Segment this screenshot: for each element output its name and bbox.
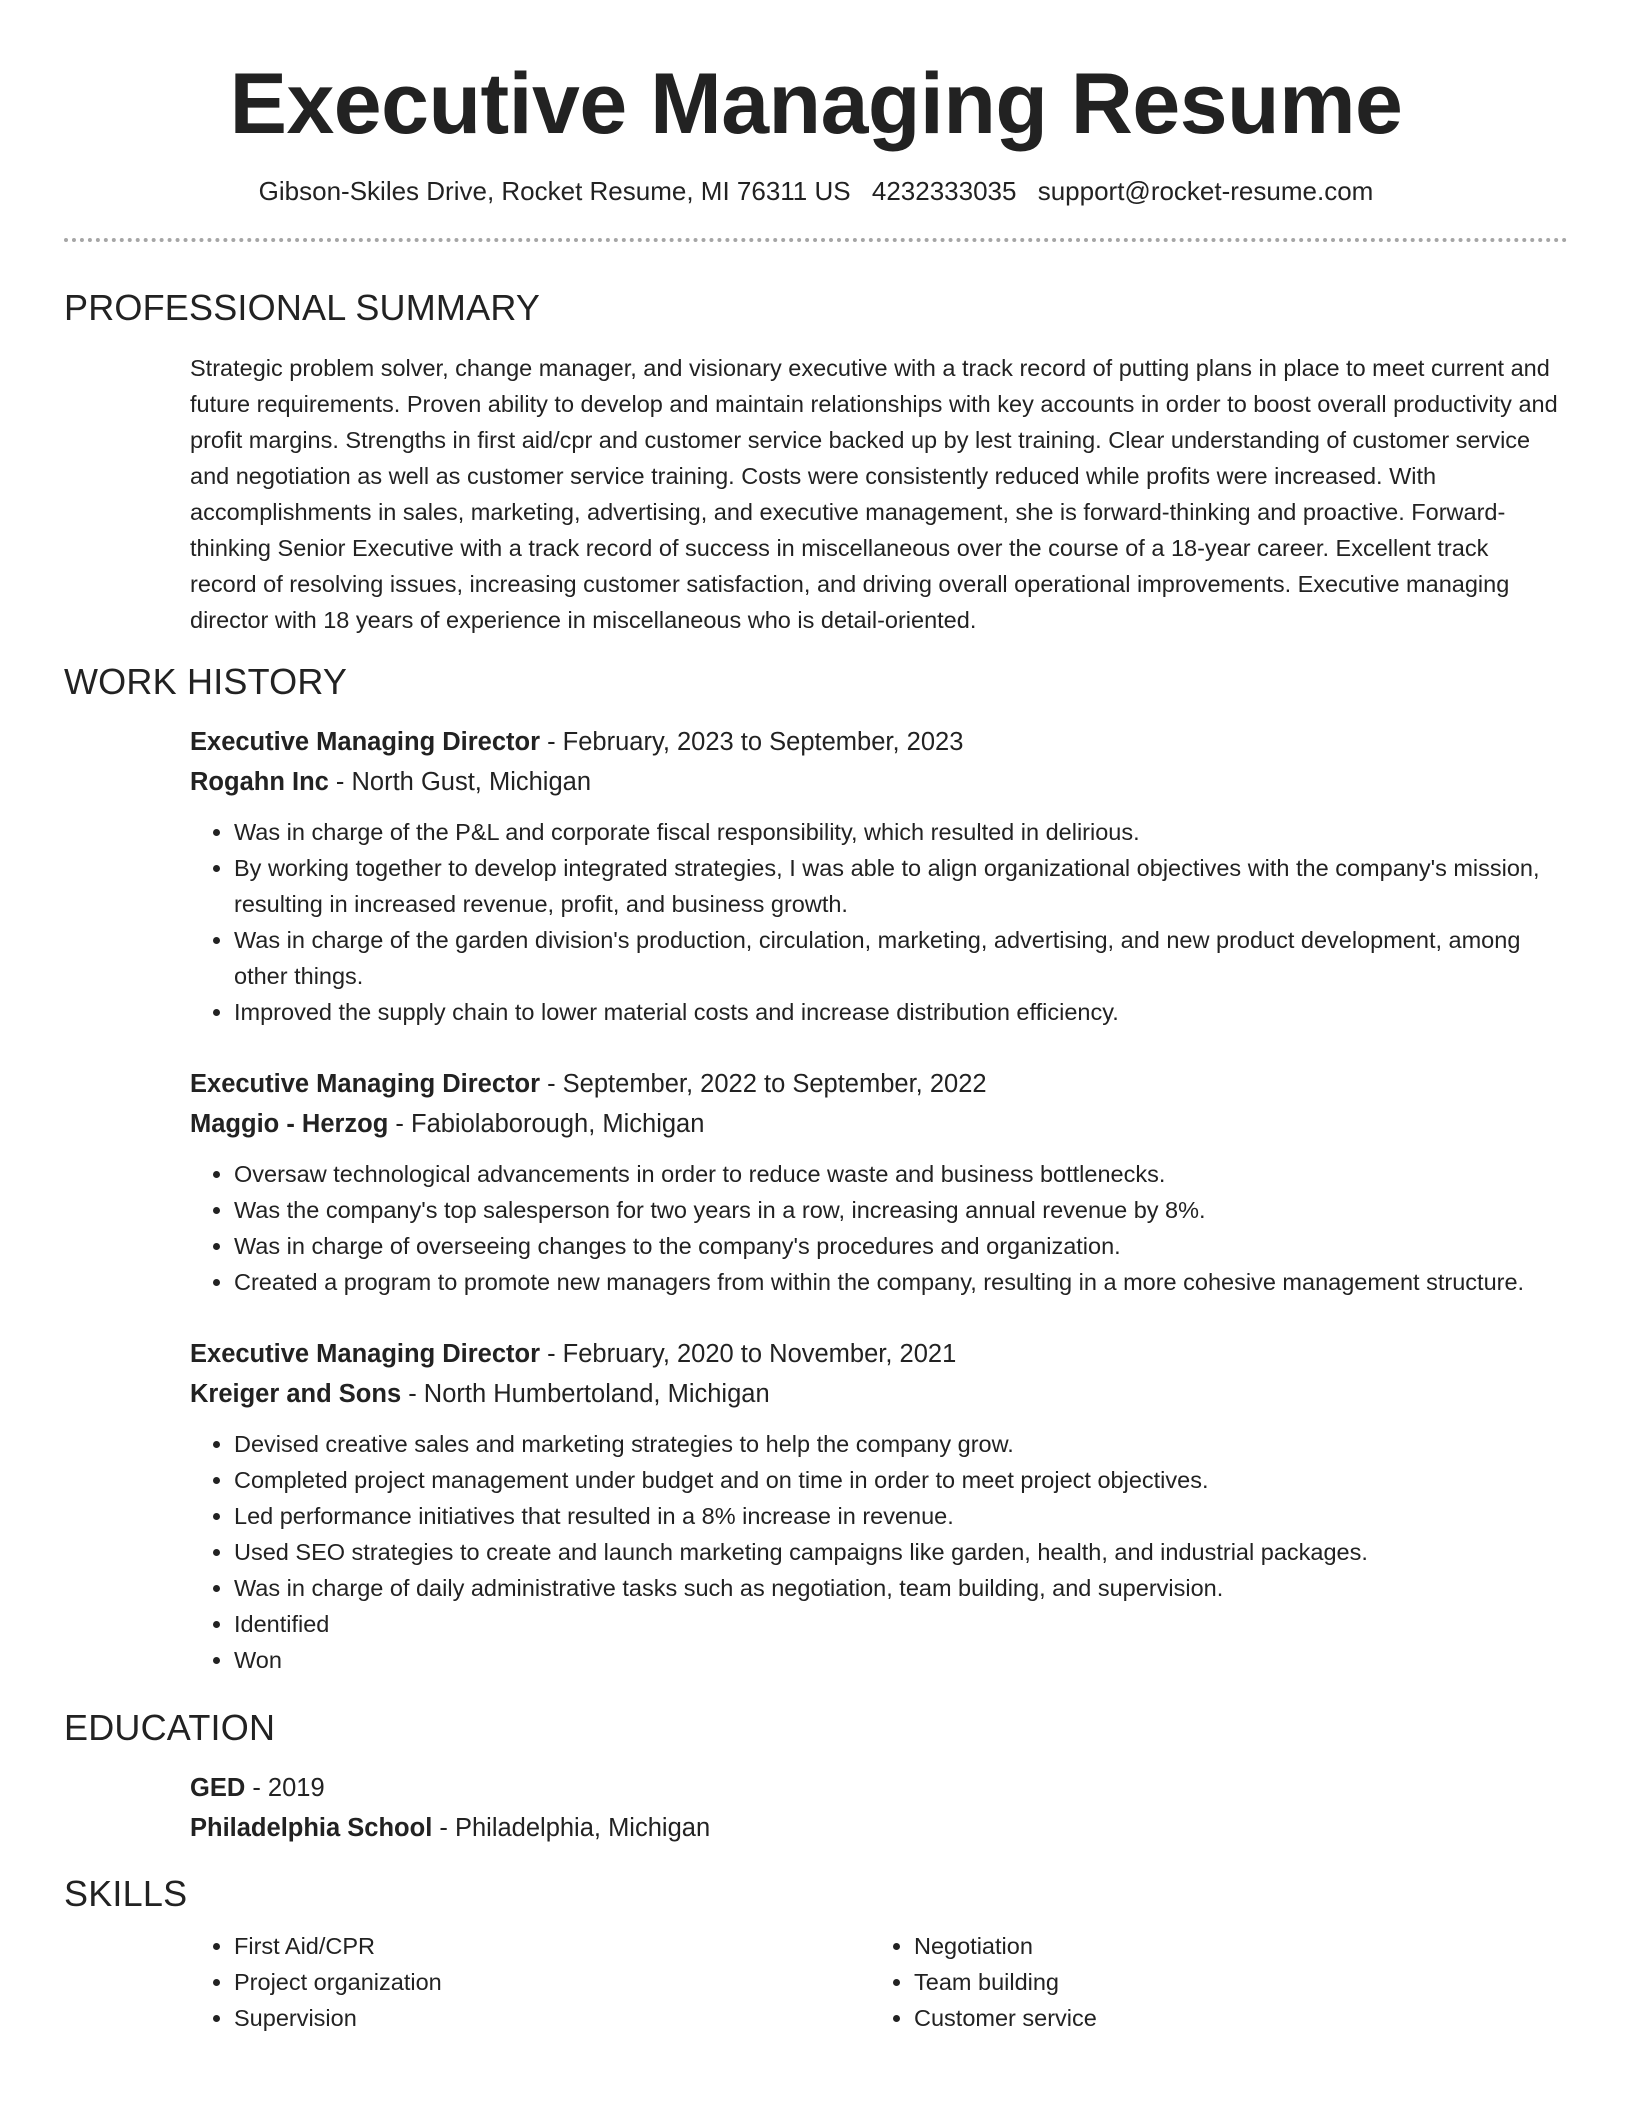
degree-year: - 2019 [245, 1774, 325, 1802]
skill-item: • Negotiation [914, 1928, 1550, 1964]
contact-line [64, 174, 1568, 208]
work-history-heading: WORK HISTORY [64, 661, 348, 702]
job-role: Executive Managing Director [190, 1070, 541, 1098]
job-dates: - February, 2020 to November, 2021 [540, 1340, 957, 1368]
job-company-line [190, 1374, 1560, 1414]
job-bullet: • Was in charge of overseeing changes to the company's procedures and organization. [234, 1228, 1560, 1264]
job-bullet: • Completed project management under budget and on time in order to meet project objectives. [234, 1462, 1560, 1498]
skills-column-left [190, 1928, 870, 2036]
job-location: - North Humbertoland, Michigan [401, 1380, 770, 1408]
job-bullet: • Was the company's top salesperson for two years in a row, increasing annual revenue by 8%. [234, 1192, 1560, 1228]
job-role: Executive Managing Director [190, 1340, 541, 1368]
education-heading: EDUCATION [64, 1707, 276, 1748]
job-bullet: • Oversaw technological advancements in order to reduce waste and business bottlenecks. [234, 1156, 1560, 1192]
job-company: Rogahn Inc [190, 768, 329, 796]
job-title-line [190, 1334, 1560, 1374]
job-bullet: • Was in charge of daily administrative tasks such as negotiation, team building, and supervision. [234, 1570, 1560, 1606]
work-history-list [190, 722, 1560, 1678]
job-company-line [190, 762, 1560, 802]
education-entry [190, 1768, 1560, 1848]
job-bullet: • Was in charge of the garden division's production, circulation, marketing, advertising, and new product development, among other things. [234, 922, 1560, 994]
school-line [190, 1808, 1560, 1848]
job-bullet: • Devised creative sales and marketing strategies to help the company grow. [234, 1426, 1560, 1462]
address-text: Gibson-Skiles Drive, Rocket Resume, MI 76311 US [258, 176, 851, 206]
job-bullet: • Identified [234, 1606, 1560, 1642]
skill-item: • Team building [914, 1964, 1550, 2000]
skills-column-right [870, 1928, 1550, 2036]
job-dates: - September, 2022 to September, 2022 [540, 1070, 987, 1098]
job-company: Maggio - Herzog [190, 1110, 389, 1138]
skill-item: • Project organization [234, 1964, 870, 2000]
job-title-line [190, 1064, 1560, 1104]
school-location: - Philadelphia, Michigan [432, 1814, 711, 1842]
phone-text: 4232333035 [871, 176, 1017, 206]
degree-name: GED [190, 1774, 246, 1802]
skills-heading: SKILLS [64, 1873, 188, 1914]
job-bullet: • Created a program to promote new managers from within the company, resulting in a more cohesive management structure. [234, 1264, 1560, 1300]
skills-list [190, 1928, 1560, 2036]
job-company: Kreiger and Sons [190, 1380, 402, 1408]
job-dates: - February, 2023 to September, 2023 [540, 728, 964, 756]
header-divider [64, 238, 1568, 242]
job-entry [190, 1334, 1560, 1678]
job-location: - Fabiolaborough, Michigan [388, 1110, 705, 1138]
job-bullets [190, 814, 1560, 1030]
skill-item: • Supervision [234, 2000, 870, 2036]
job-entry [190, 722, 1560, 1030]
skill-item: • First Aid/CPR [234, 1928, 870, 1964]
job-bullet: • Led performance initiatives that resulted in a 8% increase in revenue. [234, 1498, 1560, 1534]
job-bullet: • Used SEO strategies to create and launch marketing campaigns like garden, health, and industrial packages. [234, 1534, 1560, 1570]
resume-title: Executive Managing Resume [229, 56, 1403, 152]
skill-item: • Customer service [914, 2000, 1550, 2036]
job-entry [190, 1064, 1560, 1300]
job-bullet: • Won [234, 1642, 1560, 1678]
job-bullet: • Improved the supply chain to lower material costs and increase distribution efficiency. [234, 994, 1560, 1030]
summary-text: Strategic problem solver, change manager, and visionary executive with a track record of putting plans in place to meet current and future requirements. Proven ability to develop and maintain relationships with key accounts in order to boost overall productivity and profit margins. Strengths in first aid/cpr and customer service backed up by lest training. Clear understanding of customer service and negotiation as well as customer service training. Costs were consistently reduced while profits were increased. With accomplishments in sales, marketing, advertising, and executive management, she is forward-thinking and proactive. Forward-thinking Senior Executive with a track record of success in miscellaneous over the course of a 18-year career. Excellent track record of resolving issues, increasing customer satisfaction, and driving overall operational improvements. Executive managing director with 18 years of experience in miscellaneous who is detail-oriented. [190, 355, 1558, 633]
job-bullets [190, 1156, 1560, 1300]
job-bullets [190, 1426, 1560, 1678]
job-role: Executive Managing Director [190, 728, 541, 756]
job-title-line [190, 722, 1560, 762]
job-bullet: • By working together to develop integrated strategies, I was able to align organizational objectives with the company's mission, resulting in increased revenue, profit, and business growth. [234, 850, 1560, 922]
email-text: support@rocket-resume.com [1037, 176, 1374, 206]
degree-line [190, 1768, 1560, 1808]
summary-heading: PROFESSIONAL SUMMARY [64, 287, 541, 328]
school-name: Philadelphia School [190, 1814, 433, 1842]
job-bullet: • Was in charge of the P&L and corporate fiscal responsibility, which resulted in delirious. [234, 814, 1560, 850]
job-location: - North Gust, Michigan [328, 768, 592, 796]
job-company-line [190, 1104, 1560, 1144]
